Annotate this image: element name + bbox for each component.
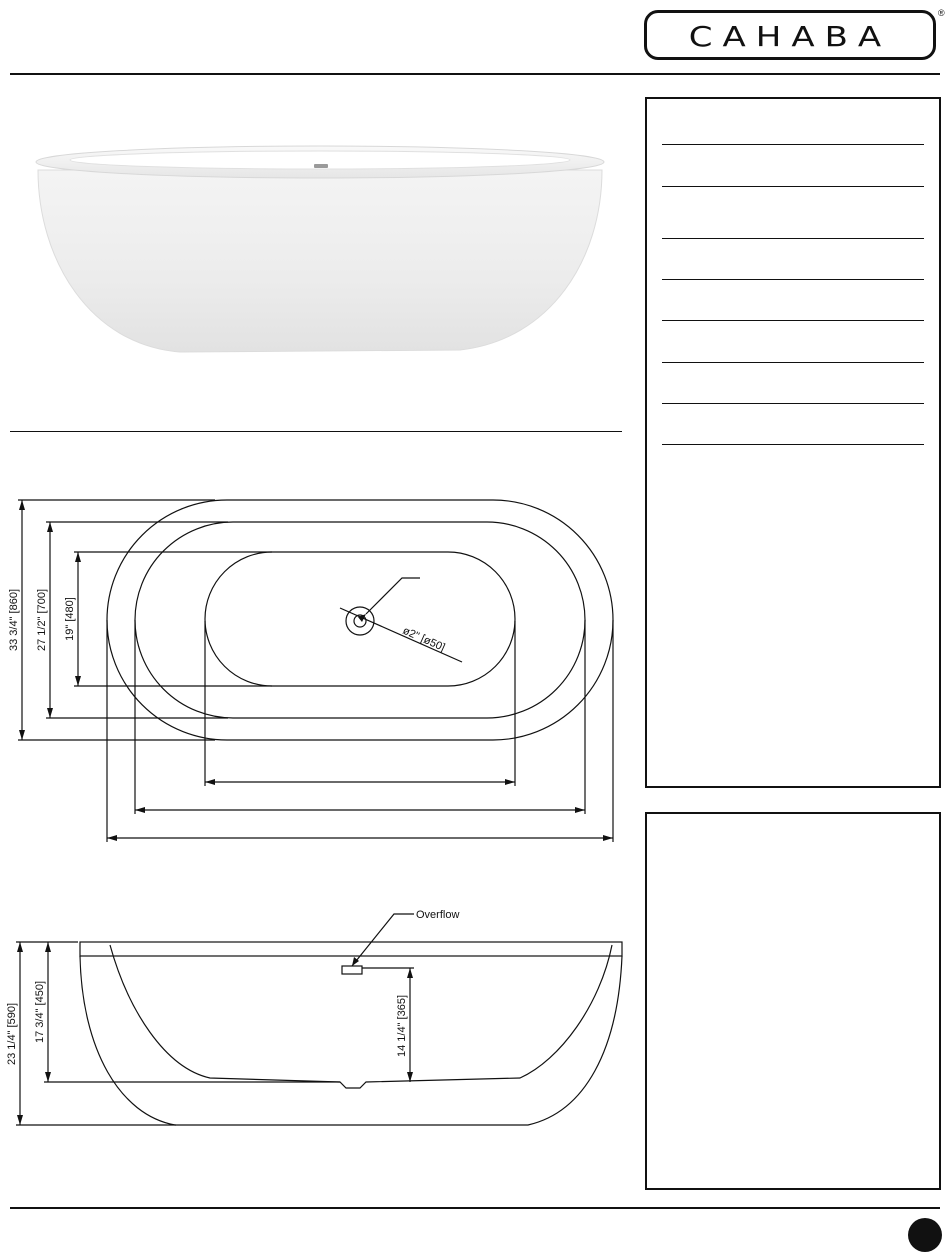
spec-row bbox=[662, 186, 924, 187]
registered-mark: ® bbox=[938, 8, 945, 18]
header-rule bbox=[10, 73, 940, 75]
spec-panel bbox=[645, 97, 941, 788]
filled-circle-icon bbox=[908, 1218, 942, 1252]
drain-leader bbox=[366, 578, 420, 614]
dim-basin-width: 19" [480] bbox=[64, 597, 76, 641]
spec-row bbox=[662, 144, 924, 145]
spec-row bbox=[662, 362, 924, 363]
side-rim bbox=[80, 942, 622, 956]
product-image bbox=[30, 140, 610, 360]
dim-overall-height: 23 1/4" [590] bbox=[6, 1002, 18, 1066]
notes-panel bbox=[645, 812, 941, 1190]
tub-overflow-shape bbox=[314, 164, 328, 168]
brand-logo-text: CAHABA bbox=[688, 21, 892, 53]
dim-overflow-height: 14 1/4" [365] bbox=[396, 994, 408, 1058]
dim-rim-width: 27 1/2" [700] bbox=[36, 588, 48, 652]
side-view-drawing bbox=[0, 900, 630, 1140]
overflow-label: Overflow bbox=[416, 909, 460, 921]
spec-row bbox=[662, 238, 924, 239]
spec-row bbox=[662, 279, 924, 280]
dim-drain-diameter: ø2" [ø50] bbox=[400, 624, 447, 654]
section-divider bbox=[10, 431, 622, 432]
tub-body-shape bbox=[38, 170, 602, 352]
overflow-leader bbox=[352, 914, 414, 966]
brand-logo bbox=[644, 10, 936, 60]
spec-row bbox=[662, 403, 924, 404]
dim-overall-width: 33 3/4" [860] bbox=[8, 588, 20, 652]
side-outer-shell bbox=[80, 956, 622, 1125]
spec-row bbox=[662, 320, 924, 321]
plan-view-drawing bbox=[0, 490, 630, 850]
spec-row bbox=[662, 444, 924, 445]
footer-rule bbox=[10, 1207, 940, 1209]
side-overflow-shape bbox=[342, 966, 362, 974]
dim-interior-depth: 17 3/4" [450] bbox=[34, 980, 46, 1044]
